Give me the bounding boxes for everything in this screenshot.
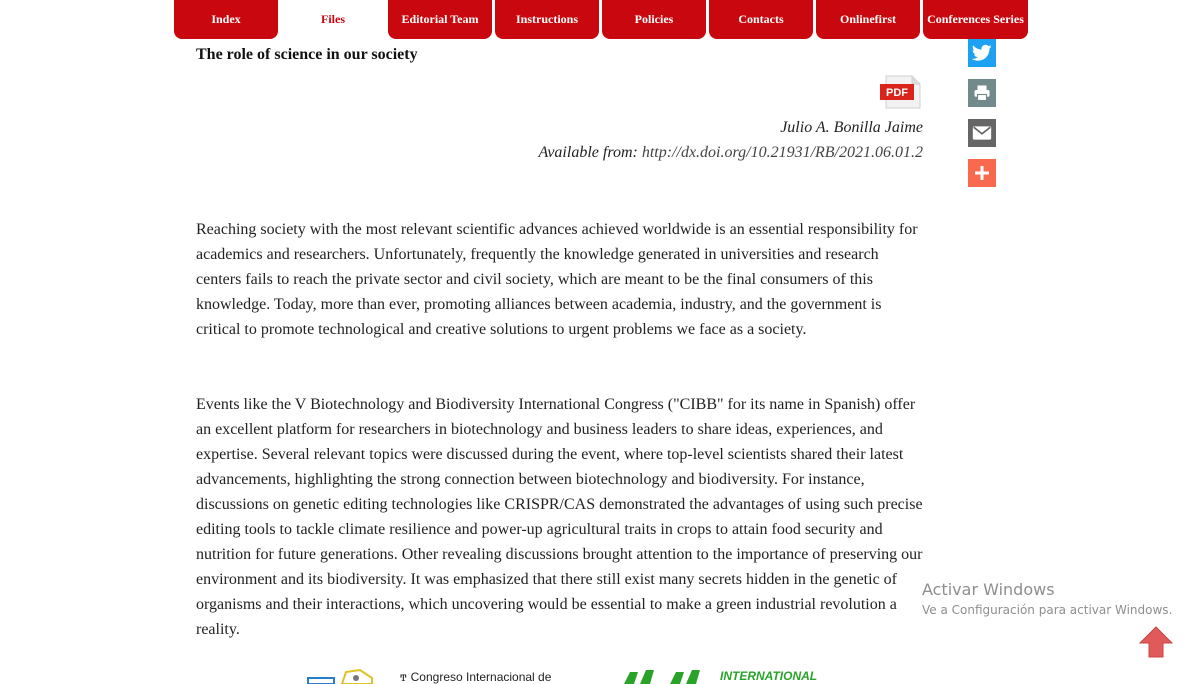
twitter-icon [972,44,992,62]
article-author: Julio A. Bonilla Jaime [780,119,923,136]
email-icon [972,125,992,141]
share-email-button[interactable] [968,119,996,147]
tab-conferences-series[interactable]: Conferences Series [923,0,1028,39]
plus-icon [974,165,990,181]
tab-files[interactable]: Files [281,0,385,39]
tab-index[interactable]: Index [174,0,278,39]
share-more-button[interactable] [968,159,996,187]
pdf-download-icon[interactable] [878,74,922,110]
article-title: The role of science in our society [196,46,418,63]
tab-onlinefirst[interactable]: Onlinefirst [816,0,920,39]
tab-instructions[interactable]: Instructions [495,0,599,39]
print-icon [973,84,991,102]
back-to-top-arrow-icon[interactable] [1138,625,1174,659]
international-text: INTERNATIONAL [720,669,818,683]
article-paragraph-2: Events like the V Biotechnology and Biodiversity International Congress ("CIBB" for its name in Spanish) offer an excellent platform for researchers in biotechnology and business leaders to share ideas, experiences, and expertise. Several relevant topics were discussed during the event, where top-level scientists shared their latest advancements, highlighting the strong connection between biotechnology and biodiversity. For instance, discussions on genetic editing technologies like CRISPR/CAS demonstrated the advantages of using such precise editing tools to tackle climate resilience and power-up agricultural traits in crops to attain food security and nutrition for future generations. Other revealing discussions brought attention to the importance of preserving our environment and its biodiversity. It was emphasized that there still exist many secrets hidden in the genetic of organisms and their interactions, which uncovering would be essential to make a green industrial revolution a reality. [196,396,923,638]
international-logo [622,668,817,684]
pdf-label: PDF [886,87,908,99]
cibb-logo-icon [622,668,712,684]
windows-watermark-title: Activar Windows [922,580,1055,599]
congreso-mark-icon: ͳ [400,670,407,684]
university-logo-icon [306,668,376,684]
doi-link[interactable]: http://dx.doi.org/10.21931/RB/2021.06.01.2 [641,144,923,161]
congreso-logo [400,670,551,684]
article-paragraph-1: Reaching society with the most relevant scientific advances achieved worldwide is an essential responsibility for academics and researchers. Unfortunately, frequently the knowledge generated in universities and research centers fails to reach the private sector and civil society, which are meant to be the final consumers of this knowledge. Today, more than ever, promoting alliances between academia, industry, and the government is critical to promote technological and creative solutions to urgent problems we face as a society. [196,221,918,338]
availability-line [538,144,923,162]
tab-contacts[interactable]: Contacts [709,0,813,39]
available-prefix: Available from: [538,144,638,161]
windows-watermark-subtitle: Ve a Configuración para activar Windows. [922,603,1173,617]
tab-editorial-team[interactable]: Editorial Team [388,0,492,39]
share-print-button[interactable] [968,79,996,107]
share-twitter-button[interactable] [968,39,996,67]
tab-policies[interactable]: Policies [602,0,706,39]
congreso-logo-text: Congreso Internacional de [410,670,552,684]
main-nav [174,0,1028,39]
